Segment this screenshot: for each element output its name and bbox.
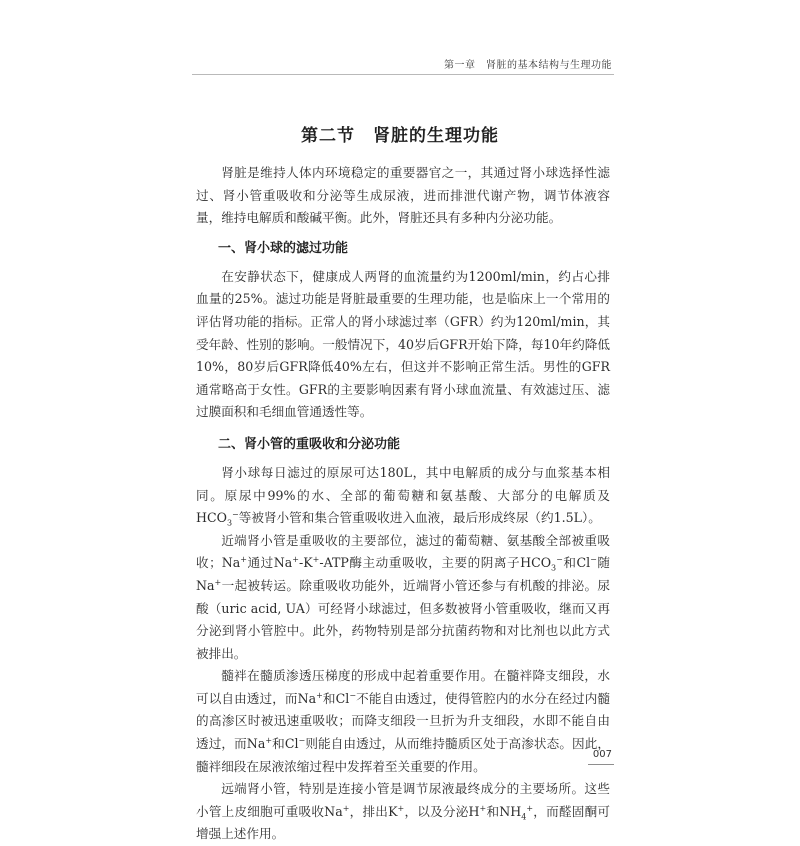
tubular-paragraph-1 [196, 462, 610, 530]
text-run: 不能自由透过，使得管腔内的水分在经过内髓的高渗区时被迅速重吸收；而降支细段一旦折为升支细段，水即不能自由透过，而Na [196, 690, 611, 752]
superscript: + [312, 555, 320, 565]
superscript: + [397, 803, 405, 813]
body-content [196, 162, 610, 846]
text-run: 等被肾小管和集合管重吸收进入血液，最后形成终尿（约1.5L）。 [238, 510, 601, 526]
superscript: − [232, 509, 239, 519]
subscript: 3 [226, 518, 233, 528]
superscript: + [240, 555, 247, 565]
text-run: -ATP酶主动重吸收，主要的阴离子HCO [319, 555, 552, 571]
intro-paragraph: 肾脏是维持人体内环境稳定的重要器官之一，其通过肾小球选择性滤过、肾小管重吸收和分泌等生成尿液，进而排泄代谢产物，调节体液容量，维持电解质和酸碱平衡。此外，肾脏还具有多种内分泌功能。 [196, 165, 610, 226]
header-rule [192, 74, 614, 75]
subsection-heading-tubular-function: 二、肾小管的重吸收和分泌功能 [218, 436, 401, 452]
superscript: + [214, 577, 222, 587]
superscript: + [292, 555, 299, 565]
text-run: ，而醛固酮可增强上述作用。 [196, 803, 610, 842]
superscript: + [316, 690, 323, 700]
tubular-paragraph-2 [196, 530, 610, 666]
running-head: 第一章 肾脏的基本结构与生理功能 [444, 60, 612, 71]
subscript: 4 [521, 812, 527, 822]
text-run: ，以及分泌H [404, 803, 480, 819]
glomerular-filtration-paragraph: 在安静状态下，健康成人两肾的血流量约为1200ml/min，约占心排血量的25%。滤过功能是肾脏最重要的生理功能，也是临床上一个常用的评估肾功能的指标。正常人的肾小球滤过率（GFR）约为120ml/min，其受年龄、性别的影响。一般情况下，40岁后GFR开始下降，每10年约降低10%，80岁后GFR降低40%左右，但这并不影响正常生活。男性的GFR通常略高于女性。GFR的主要影响因素有肾小球血流量、有效滤过压、滤过膜面积和毛细血管通透性等。 [196, 268, 610, 420]
text-run: 和NH [486, 803, 522, 819]
text-run: 通过Na [246, 555, 293, 571]
text-run: 则能自由透过，从而维持髓质区处于高渗状态。因此，髓袢细段在尿液浓缩过程中发挥着至关重要的作用。 [196, 736, 611, 774]
footer-rule [588, 764, 614, 765]
section-title: 第二节 肾脏的生理功能 [301, 126, 499, 146]
page-number: 007 [592, 749, 612, 760]
superscript: + [265, 735, 273, 745]
superscript: − [349, 690, 357, 700]
tubular-paragraph-4 [196, 778, 610, 846]
text-run: 和Cl [272, 736, 299, 752]
subscript: 3 [551, 563, 557, 573]
tubular-paragraph-3 [196, 665, 610, 778]
text-run: 一起被转运。除重吸收功能外，近端肾小管还参与有机酸的排泌。尿酸（uric acid, UA）可经肾小球滤过，但多数被肾小管重吸收，继而又再分泌到肾小管腔中。此外，药物特别是部分抗菌药物和对比剂也以此方式被排出。 [196, 577, 610, 661]
superscript: + [526, 803, 534, 813]
superscript: − [590, 555, 597, 565]
text-run: 近端肾小管是重吸收的主要部位，滤过的葡萄糖、氨基酸全部被重吸收；Na [196, 532, 610, 571]
superscript: − [556, 555, 563, 565]
text-run: 随Na [196, 555, 611, 593]
subsection-heading-glomerular-filtration: 一、肾小球的滤过功能 [218, 240, 349, 256]
superscript: − [298, 735, 306, 745]
superscript: + [479, 803, 487, 813]
text-run: 远端肾小管，特别是连接小管是调节尿液最终成分的主要场所。这些小管上皮细胞可重吸收Na [196, 781, 610, 819]
text-run: 肾小球每日滤过的原尿可达180L，其中电解质的成分与血浆基本相同。原尿中99%的水、全部的葡萄糖和氨基酸、大部分的电解质及HCO [196, 464, 610, 526]
text-run: -K [298, 555, 313, 571]
text-run: ，排出K [349, 803, 398, 819]
text-run: 髓袢在髓质渗透压梯度的形成中起着重要作用。在髓袢降支细段，水可以自由透过，而Na [196, 668, 610, 706]
text-run: 和Cl [322, 690, 350, 706]
superscript: + [342, 803, 350, 813]
text-run: 和Cl [562, 555, 591, 571]
